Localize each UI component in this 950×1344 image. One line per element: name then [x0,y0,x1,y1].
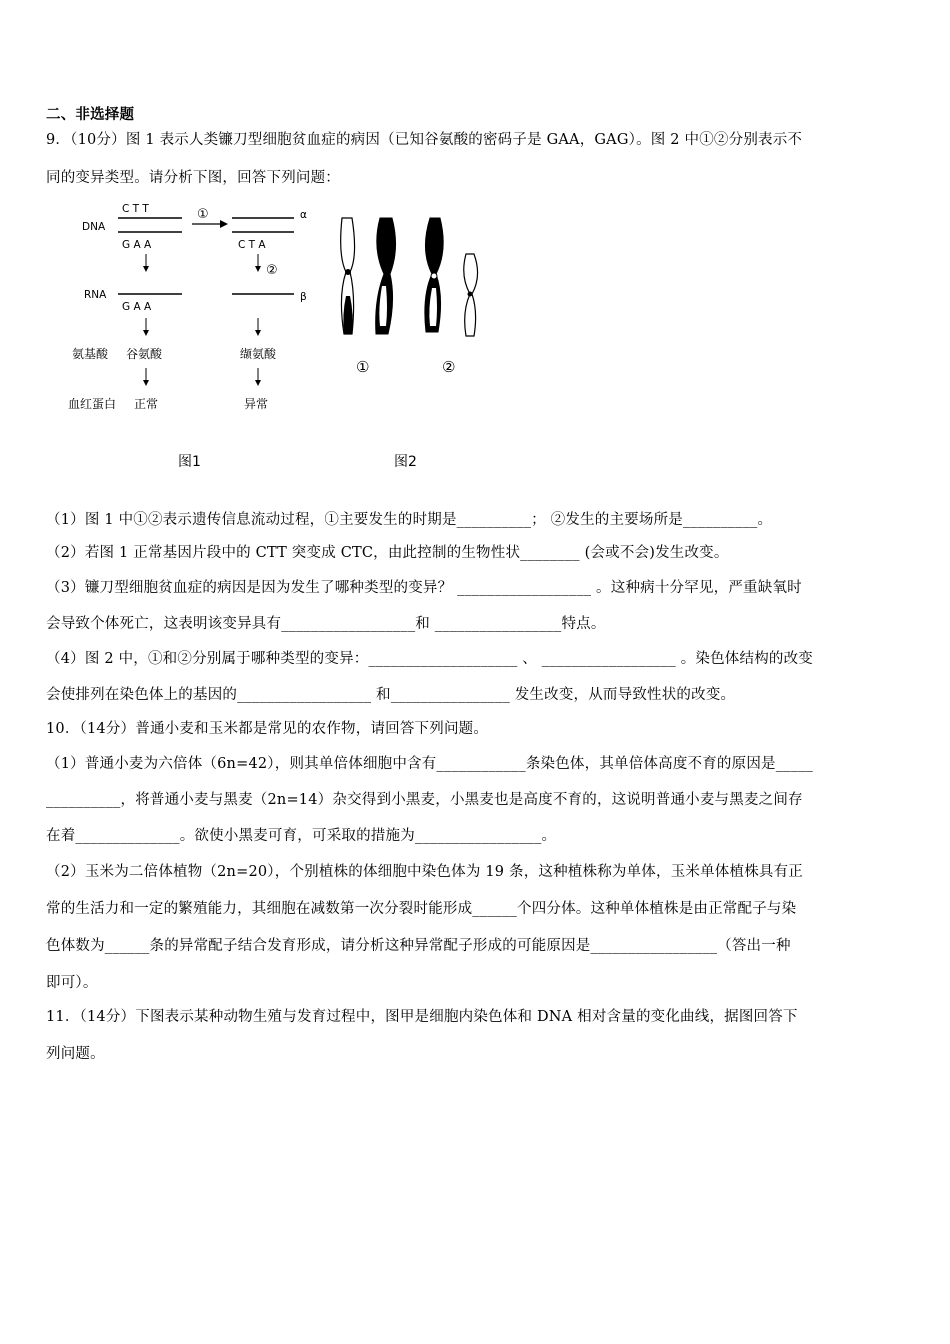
centromere [468,292,473,297]
arrow-head [143,380,149,386]
alpha-label: α [300,209,307,221]
q9-sub-1: （1）图 1 中①②表示遗传信息流动过程，①主要发生的时期是__________； ②发生的主要场所是__________。 [46,512,773,528]
amino-normal: 谷氨酸 [126,347,163,361]
arrow-head [255,266,261,272]
q10-line-6: 常的生活力和一定的繁殖能力，其细胞在减数第一次分裂时能形成______个四分体。这种单体植株是由正常配子与染 [46,901,797,917]
q10-line-7: 色体数为______条的异常配子结合发育形成，请分析这种异常配子形成的可能原因是_________________（答出一种 [46,938,791,954]
q9-sub-4a: （4）图 2 中，①和②分别属于哪种类型的变异：____________________ 、 __________________ 。染色体结构的改变 [46,651,813,667]
q11-line-1: 11．（14分）下图表示某种动物生殖与发育过程中，图甲是细胞内染色体和 DNA 相对含量的变化曲线，据图回答下 [46,1009,798,1025]
step2-mark: ② [266,263,278,278]
step1-mark: ① [197,207,209,222]
protein-label: 血红蛋白 [68,397,117,411]
rna-codon: G A A [122,301,152,313]
q10-line-8: 即可）。 [46,975,98,991]
protein-mutant: 异常 [244,397,269,411]
figure1-caption: 图1 [178,454,201,470]
amino-mutant: 缬氨酸 [240,347,277,361]
centromere [431,273,437,279]
mut-strand: C T A [238,239,266,251]
arrow-head [255,330,261,336]
arrow-head [255,380,261,386]
top-strand: C T T [122,203,149,215]
figure2 [341,218,478,470]
figure2-mark-2: ② [442,358,456,376]
q9-line-1: 9．（10分）图 1 表示人类镰刀型细胞贫血症的病因（已知谷氨酸的密码子是 GAA，GAG）。图 2 中①②分别表示不 [46,132,803,148]
q9-sub-3a: （3）镰刀型细胞贫血症的病因是因为发生了哪种类型的变异？ __________________ 。这种病十分罕见，严重缺氧时 [46,580,802,596]
beta-label: β [300,291,307,303]
q9-sub-4b: 会使排列在染色体上的基因的__________________ 和________________ 发生改变，从而导致性状的改变。 [46,687,736,703]
q10-line-5: （2）玉米为二倍体植物（2n=20），个别植株的体细胞中染色体为 19 条，这种植株称为单体，玉米单体植株具有正 [46,864,804,880]
figure2-caption: 图2 [394,454,417,470]
q10-line-2: （1）普通小麦为六倍体（6n=42），则其单倍体细胞中含有____________条染色体，其单倍体高度不育的原因是_____ [46,756,813,772]
figure1 [68,203,307,470]
q9-sub-2: （2）若图 1 正常基因片段中的 CTT 突变成 CTC，由此控制的生物性状________ (会或不会)发生改变。 [46,545,729,561]
figure2-mark-1: ① [356,358,370,376]
protein-normal: 正常 [134,397,159,411]
q9-sub-3b: 会导致个体死亡，这表明该变异具有__________________和 _________________特点。 [46,616,606,632]
arrow-head [220,220,228,228]
q10-line-1: 10．（14分）普通小麦和玉米都是常见的农作物，请回答下列问题。 [46,721,489,737]
q9-line-2: 同的变异类型。请分析下图，回答下列问题： [46,170,340,186]
bottom-strand: G A A [122,239,152,251]
amino-label: 氨基酸 [72,347,109,361]
centromere [345,269,351,275]
section-heading: 二、非选择题 [46,106,135,123]
dna-label: DNA [82,221,106,233]
figure-diagram [68,196,500,476]
q10-line-3: __________，将普通小麦与黑麦（2n=14）杂交得到小黑麦，小黑麦也是高度不育的，这说明普通小麦与黑麦之间存 [46,792,803,808]
q11-line-2: 列问题。 [46,1046,105,1062]
rna-label: RNA [84,289,107,301]
arrow-head [143,330,149,336]
q10-line-4: 在着______________。欲使小黑麦可育，可采取的措施为_________________。 [46,828,557,844]
arrow-head [143,266,149,272]
